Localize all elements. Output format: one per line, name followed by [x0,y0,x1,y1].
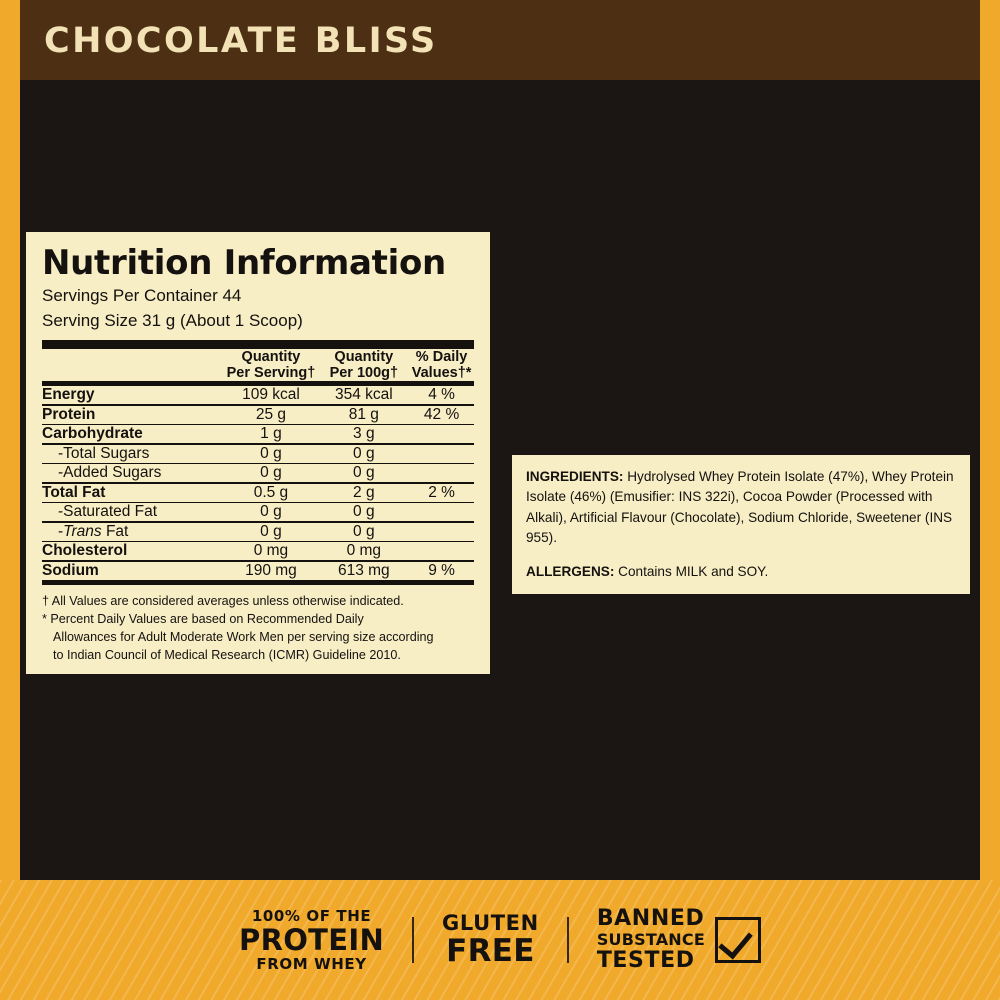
row-per-serving: 25 g [255,405,287,423]
allergens-text: Contains MILK and SOY. [614,563,769,579]
row-label: Protein [42,405,96,423]
ingredients-label: INGREDIENTS: [526,469,624,484]
header-line-2: Values†* [411,365,472,382]
table-row [42,464,474,482]
nutrition-title: Nutrition Information [42,243,446,283]
row-daily-value [409,425,474,443]
nutrition-rule-bottom [42,580,474,585]
row-per-100g: 613 mg [337,561,390,579]
row-per-100g: 354 kcal [334,386,393,404]
right-edge-stripe [980,0,1000,1000]
row-daily-value [409,445,474,463]
badge-row [0,880,1000,1000]
nutrition-table [42,349,474,381]
nutrition-information-panel [26,232,490,674]
row-per-100g: 81 g [348,405,379,423]
footer-band [0,880,1000,1000]
footnote-averages: † All Values are considered averages unless otherwise indicated. [42,593,404,608]
header-line-2: Per Serving† [226,365,316,382]
row-daily-value: 4 % [428,386,455,404]
allergens-label: ALLERGENS: [526,563,615,579]
badge-line-1: GLUTEN [442,911,539,935]
row-daily-value: 9 % [428,561,455,579]
row-label: Cholesterol [42,542,128,560]
badge-divider [412,917,414,963]
row-per-serving: 0.5 g [253,483,289,501]
row-per-serving: 0 g [260,464,282,482]
header-blank [42,349,223,381]
row-label: -Trans Fat [58,522,129,540]
nutrition-rows-table [42,386,474,580]
badge-gluten-free [414,913,567,967]
row-label: -Total Sugars [58,444,150,462]
badge-line-2: PROTEIN [239,922,385,957]
allergens-line [526,562,956,582]
row-per-100g: 2 g [353,483,375,501]
nutrition-rule-top [42,340,474,349]
footnote-daily-values: * Percent Daily Values are based on Recommended Daily [42,611,364,626]
page-title: CHOCOLATE BLISS [44,21,438,61]
row-label: Total Fat [42,483,106,501]
row-per-100g: 3 g [353,425,375,443]
row-label: -Added Sugars [58,464,162,482]
row-per-serving: 0 g [260,503,282,521]
nutrition-table-header [42,349,474,381]
table-row [42,523,474,541]
table-row [42,445,474,463]
row-per-serving: 0 g [260,444,282,462]
row-label: Sodium [42,561,99,579]
table-row [42,503,474,521]
badge-line-1: 100% OF THE [251,906,372,925]
row-per-serving: 1 g [260,425,282,443]
ingredients-text: Hydrolysed Whey Protein Isolate (47%), Whey Protein Isolate (46%) (Emusifier: INS 322i), Cocoa Powder (Processed with Alkali), Artificial Flavour (Chocolate), Sodium Chloride, Sweetener (INS 955). [526,469,954,546]
badge-line-2: SUBSTANCE [596,930,705,949]
header-daily-values [409,349,474,381]
row-per-serving: 0 g [260,522,282,540]
row-per-100g: 0 mg [346,542,382,560]
serving-size: Serving Size 31 g (About 1 Scoop) [42,311,303,331]
row-per-serving: 190 mg [245,561,297,579]
row-label: Carbohydrate [42,425,143,443]
servings-per-container: Servings Per Container 44 [42,285,242,305]
trans-italic: Trans [63,522,102,540]
badge-banned-substance-tested [569,908,789,972]
table-row [42,425,474,443]
table-row [42,484,474,502]
checkmark-icon [715,917,761,963]
badge-line-3: TESTED [596,948,695,973]
row-per-100g: 0 g [353,464,375,482]
header-band [0,0,1000,80]
badge-line-2: FREE [446,933,535,969]
badge-line-1: BANNED [596,906,705,931]
row-per-100g: 0 g [353,522,375,540]
badge-text-block [597,908,705,972]
table-row [42,406,474,424]
header-line-1: % Daily [415,348,468,365]
footnote-daily-values-line3: to Indian Council of Medical Research (ICMR) Guideline 2010. [53,647,401,662]
row-label: Energy [42,386,95,404]
left-edge-stripe [0,0,20,1000]
row-daily-value [409,503,474,521]
header-quantity-per-100g [318,349,409,381]
header-quantity-per-serving [223,349,318,381]
footnote-daily-values-line2: Allowances for Adult Moderate Work Men per serving size according [53,629,434,644]
header-line-1: Quantity [334,348,394,365]
row-per-serving: 109 kcal [242,386,300,404]
footnotes [42,593,474,665]
ingredients-panel [512,455,970,594]
row-daily-value: 2 % [428,483,455,501]
table-row [42,562,474,580]
table-row [42,386,474,404]
row-label: -Saturated Fat [58,503,158,521]
row-per-100g: 0 g [353,503,375,521]
badge-line-3: FROM WHEY [256,954,367,973]
row-daily-value [409,464,474,482]
row-per-100g: 0 g [353,444,375,462]
row-daily-value [409,542,474,560]
row-daily-value [409,523,474,541]
ingredients-line [526,467,956,549]
row-daily-value: 42 % [423,405,460,423]
table-row [42,542,474,560]
row-per-serving: 0 mg [253,542,289,560]
badge-protein-from-whey [211,906,412,973]
header-line-2: Per 100g† [329,365,399,382]
header-line-1: Quantity [241,348,301,365]
